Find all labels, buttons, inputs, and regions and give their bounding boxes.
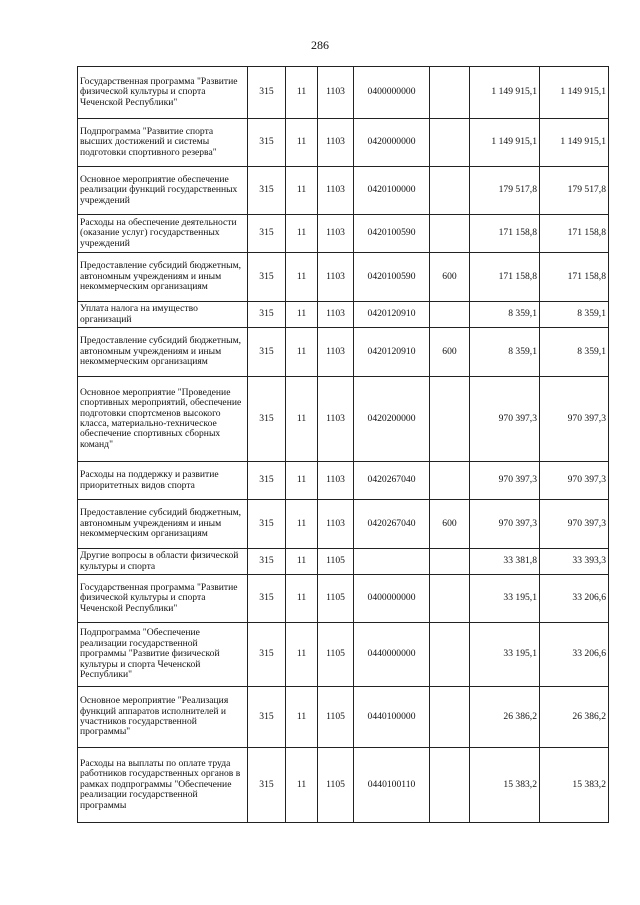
target-article-cell: 0440000000 — [354, 623, 430, 687]
target-article-cell: 0420000000 — [354, 119, 430, 167]
section-code-cell: 11 — [286, 215, 318, 253]
subsection-code-cell: 1103 — [318, 328, 354, 377]
amount-year2-cell: 8 359,1 — [540, 302, 609, 328]
subsection-code-cell: 1105 — [318, 575, 354, 623]
row-name-cell: Другие вопросы в области физической культуры и спорта — [78, 549, 248, 575]
subsection-code-cell: 1105 — [318, 549, 354, 575]
ministry-code-cell: 315 — [248, 167, 286, 215]
expense-type-cell — [430, 302, 470, 328]
ministry-code-cell: 315 — [248, 328, 286, 377]
expense-type-cell — [430, 215, 470, 253]
row-name-cell: Основное мероприятие "Реализация функций аппаратов исполнителей и участников государственной программы" — [78, 687, 248, 748]
section-code-cell: 11 — [286, 575, 318, 623]
amount-year1-cell: 179 517,8 — [470, 167, 540, 215]
amount-year1-cell: 8 359,1 — [470, 302, 540, 328]
table-row — [78, 167, 609, 215]
table-row — [78, 67, 609, 119]
row-name-cell: Расходы на выплаты по оплате труда работников государственных органов в рамках подпрограммы "Обеспечение реализации государственной программы — [78, 748, 248, 823]
amount-year1-cell: 1 149 915,1 — [470, 67, 540, 119]
section-code-cell: 11 — [286, 302, 318, 328]
expense-type-cell — [430, 119, 470, 167]
target-article-cell: 0420100000 — [354, 167, 430, 215]
table-row — [78, 253, 609, 302]
row-name-cell: Предоставление субсидий бюджетным, автономным учреждениям и иным некоммерческим организациям — [78, 253, 248, 302]
amount-year2-cell: 8 359,1 — [540, 328, 609, 377]
table-row — [78, 687, 609, 748]
table-row — [78, 215, 609, 253]
table-row — [78, 302, 609, 328]
target-article-cell — [354, 549, 430, 575]
amount-year1-cell: 8 359,1 — [470, 328, 540, 377]
amount-year2-cell: 1 149 915,1 — [540, 67, 609, 119]
ministry-code-cell: 315 — [248, 67, 286, 119]
table-row — [78, 623, 609, 687]
ministry-code-cell: 315 — [248, 549, 286, 575]
target-article-cell: 0420267040 — [354, 462, 430, 500]
row-name-cell: Расходы на поддержку и развитие приоритетных видов спорта — [78, 462, 248, 500]
expense-type-cell — [430, 575, 470, 623]
table-row — [78, 575, 609, 623]
amount-year2-cell: 970 397,3 — [540, 377, 609, 462]
expense-type-cell — [430, 167, 470, 215]
expense-type-cell — [430, 687, 470, 748]
target-article-cell: 0420100590 — [354, 253, 430, 302]
amount-year1-cell: 970 397,3 — [470, 377, 540, 462]
ministry-code-cell: 315 — [248, 253, 286, 302]
amount-year2-cell: 1 149 915,1 — [540, 119, 609, 167]
section-code-cell: 11 — [286, 623, 318, 687]
ministry-code-cell: 315 — [248, 462, 286, 500]
ministry-code-cell: 315 — [248, 377, 286, 462]
amount-year1-cell: 171 158,8 — [470, 253, 540, 302]
budget-table-body — [78, 67, 609, 823]
target-article-cell: 0400000000 — [354, 575, 430, 623]
row-name-cell: Государственная программа "Развитие физической культуры и спорта Чеченской Республики" — [78, 575, 248, 623]
subsection-code-cell: 1105 — [318, 687, 354, 748]
amount-year1-cell: 33 381,8 — [470, 549, 540, 575]
amount-year1-cell: 26 386,2 — [470, 687, 540, 748]
target-article-cell: 0420120910 — [354, 302, 430, 328]
amount-year1-cell: 1 149 915,1 — [470, 119, 540, 167]
ministry-code-cell: 315 — [248, 500, 286, 549]
row-name-cell: Основное мероприятие "Проведение спортивных мероприятий, обеспечение подготовки спортсменов высокого класса, материально-техническое обеспечение спортивных сборных команд" — [78, 377, 248, 462]
row-name-cell: Расходы на обеспечение деятельности (оказание услуг) государственных учреждений — [78, 215, 248, 253]
amount-year2-cell: 179 517,8 — [540, 167, 609, 215]
amount-year1-cell: 33 195,1 — [470, 623, 540, 687]
expense-type-cell — [430, 748, 470, 823]
section-code-cell: 11 — [286, 500, 318, 549]
subsection-code-cell: 1103 — [318, 119, 354, 167]
subsection-code-cell: 1103 — [318, 167, 354, 215]
expense-type-cell: 600 — [430, 500, 470, 549]
budget-table — [77, 66, 609, 823]
amount-year2-cell: 15 383,2 — [540, 748, 609, 823]
target-article-cell: 0420120910 — [354, 328, 430, 377]
table-row — [78, 748, 609, 823]
ministry-code-cell: 315 — [248, 748, 286, 823]
table-row — [78, 377, 609, 462]
subsection-code-cell: 1103 — [318, 215, 354, 253]
row-name-cell: Основное мероприятие обеспечение реализации функций государственных учреждений — [78, 167, 248, 215]
target-article-cell: 0420267040 — [354, 500, 430, 549]
amount-year2-cell: 171 158,8 — [540, 215, 609, 253]
row-name-cell: Государственная программа "Развитие физической культуры и спорта Чеченской Республики" — [78, 67, 248, 119]
table-row — [78, 462, 609, 500]
amount-year1-cell: 33 195,1 — [470, 575, 540, 623]
target-article-cell: 0420200000 — [354, 377, 430, 462]
amount-year2-cell: 970 397,3 — [540, 500, 609, 549]
subsection-code-cell: 1103 — [318, 67, 354, 119]
section-code-cell: 11 — [286, 748, 318, 823]
subsection-code-cell: 1103 — [318, 500, 354, 549]
row-name-cell: Уплата налога на имущество организаций — [78, 302, 248, 328]
amount-year1-cell: 970 397,3 — [470, 500, 540, 549]
ministry-code-cell: 315 — [248, 623, 286, 687]
table-row — [78, 549, 609, 575]
amount-year2-cell: 33 206,6 — [540, 623, 609, 687]
amount-year2-cell: 33 206,6 — [540, 575, 609, 623]
expense-type-cell — [430, 377, 470, 462]
expense-type-cell — [430, 67, 470, 119]
ministry-code-cell: 315 — [248, 119, 286, 167]
section-code-cell: 11 — [286, 377, 318, 462]
row-name-cell: Подпрограмма "Обеспечение реализации государственной программы "Развитие физической культуры и спорта Чеченской Республики" — [78, 623, 248, 687]
row-name-cell: Предоставление субсидий бюджетным, автономным учреждениям и иным некоммерческим организациям — [78, 328, 248, 377]
expense-type-cell: 600 — [430, 328, 470, 377]
page-number: 286 — [311, 38, 329, 52]
subsection-code-cell: 1105 — [318, 748, 354, 823]
expense-type-cell — [430, 549, 470, 575]
amount-year2-cell: 26 386,2 — [540, 687, 609, 748]
amount-year1-cell: 15 383,2 — [470, 748, 540, 823]
amount-year2-cell: 970 397,3 — [540, 462, 609, 500]
expense-type-cell: 600 — [430, 253, 470, 302]
ministry-code-cell: 315 — [248, 687, 286, 748]
amount-year1-cell: 171 158,8 — [470, 215, 540, 253]
amount-year1-cell: 970 397,3 — [470, 462, 540, 500]
expense-type-cell — [430, 462, 470, 500]
section-code-cell: 11 — [286, 687, 318, 748]
subsection-code-cell: 1105 — [318, 623, 354, 687]
section-code-cell: 11 — [286, 67, 318, 119]
row-name-cell: Подпрограмма "Развитие спорта высших достижений и системы подготовки спортивного резерва" — [78, 119, 248, 167]
table-row — [78, 328, 609, 377]
ministry-code-cell: 315 — [248, 302, 286, 328]
section-code-cell: 11 — [286, 253, 318, 302]
expense-type-cell — [430, 623, 470, 687]
table-row — [78, 500, 609, 549]
subsection-code-cell: 1103 — [318, 462, 354, 500]
section-code-cell: 11 — [286, 328, 318, 377]
section-code-cell: 11 — [286, 549, 318, 575]
target-article-cell: 0440100110 — [354, 748, 430, 823]
target-article-cell: 0420100590 — [354, 215, 430, 253]
ministry-code-cell: 315 — [248, 215, 286, 253]
amount-year2-cell: 171 158,8 — [540, 253, 609, 302]
row-name-cell: Предоставление субсидий бюджетным, автономным учреждениям и иным некоммерческим организациям — [78, 500, 248, 549]
subsection-code-cell: 1103 — [318, 377, 354, 462]
amount-year2-cell: 33 393,3 — [540, 549, 609, 575]
table-row — [78, 119, 609, 167]
section-code-cell: 11 — [286, 119, 318, 167]
subsection-code-cell: 1103 — [318, 302, 354, 328]
target-article-cell: 0400000000 — [354, 67, 430, 119]
subsection-code-cell: 1103 — [318, 253, 354, 302]
target-article-cell: 0440100000 — [354, 687, 430, 748]
section-code-cell: 11 — [286, 462, 318, 500]
ministry-code-cell: 315 — [248, 575, 286, 623]
section-code-cell: 11 — [286, 167, 318, 215]
